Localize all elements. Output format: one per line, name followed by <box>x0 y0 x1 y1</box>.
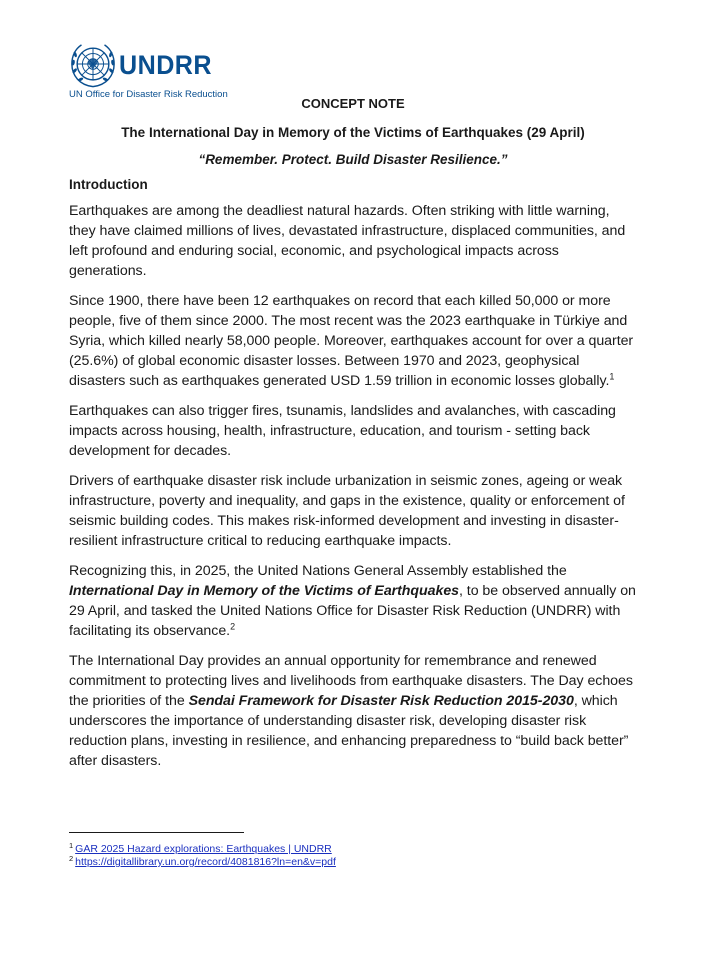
footnote-1 <box>69 840 637 856</box>
logo-wordmark: UNDRR <box>119 49 212 80</box>
paragraph-6-text-a: The International Day provides an annual opportunity for remembrance and renewed commitment to protecting lives and livelihoods from earthquake disasters. The Day echoes the priorities of the <box>69 653 633 709</box>
paragraph-4: Drivers of earthquake disaster risk include urbanization in seismic zones, ageing or weak infrastructure, poverty and inequality, and gaps in the existence, quality or enforcement of seismic building codes. This makes risk-informed development and investing in disaster-resilient infrastructure critical to reducing earthquake impacts. <box>69 473 625 549</box>
document-body <box>69 96 637 771</box>
logo-row <box>69 41 228 89</box>
document-motto: “Remember. Protect. Build Disaster Resilience.” <box>198 152 508 167</box>
footnotes <box>69 832 637 869</box>
un-emblem-icon <box>69 41 117 89</box>
footnote-1-number: 1 <box>69 840 74 850</box>
footnote-ref-1[interactable]: 1 <box>609 371 615 382</box>
paragraph-1: Earthquakes are among the deadliest natural hazards. Often striking with little warning, they have claimed millions of lives, devastated infrastructure, displaced communities, and left profound and enduring social, economic, and psychological impacts across generations. <box>69 203 626 279</box>
footnote-2-link[interactable]: https://digitallibrary.un.org/record/4081816?ln=en&v=pdf <box>75 856 336 868</box>
section-heading-introduction: Introduction <box>69 177 148 192</box>
paragraph-6 <box>69 651 637 771</box>
undrr-logo <box>69 41 228 100</box>
footnote-ref-2[interactable]: 2 <box>230 621 236 632</box>
logo-subtitle: UN Office for Disaster Risk Reduction <box>69 89 228 100</box>
paragraph-6-text-b: , which underscores the importance of understanding disaster risk, developing disaster risk reduction plans, investing in resilience, and enhancing preparedness to “build back better” after disasters. <box>69 693 629 769</box>
paragraph-5 <box>69 561 637 641</box>
footnote-divider <box>69 832 244 833</box>
footnote-2-number: 2 <box>69 853 74 863</box>
paragraph-5-emphasis: International Day in Memory of the Victims of Earthquakes <box>69 583 460 599</box>
paragraph-5-text-b: , to be observed annually on 29 April, and tasked the United Nations Office for Disaster Risk Reduction (UNDRR) with facilitating its observance. <box>69 583 636 639</box>
paragraph-2 <box>69 291 637 391</box>
document-label: CONCEPT NOTE <box>301 96 405 111</box>
paragraph-6-emphasis: Sendai Framework for Disaster Risk Reduction 2015-2030 <box>188 693 574 709</box>
paragraph-3: Earthquakes can also trigger fires, tsunamis, landslides and avalanches, with cascading impacts across housing, health, infrastructure, education, and tourism - setting back development for decades. <box>69 403 616 459</box>
paragraph-2-text: Since 1900, there have been 12 earthquakes on record that each killed 50,000 or more people, five of them since 2000. The most recent was the 2023 earthquake in Türkiye and Syria, which killed nearly 58,000 people. Moreover, earthquakes account for over a quarter (25.6%) of global economic disaster losses. Between 1970 and 2023, geophysical disasters such as earthquakes generated USD 1.59 trillion in economic losses globally. <box>69 293 634 389</box>
footnote-2 <box>69 853 637 869</box>
footnote-1-link[interactable]: GAR 2025 Hazard explorations: Earthquakes | UNDRR <box>75 843 332 855</box>
paragraph-5-text-a: Recognizing this, in 2025, the United Nations General Assembly established the <box>69 563 567 579</box>
document-title: The International Day in Memory of the Victims of Earthquakes (29 April) <box>121 125 585 140</box>
